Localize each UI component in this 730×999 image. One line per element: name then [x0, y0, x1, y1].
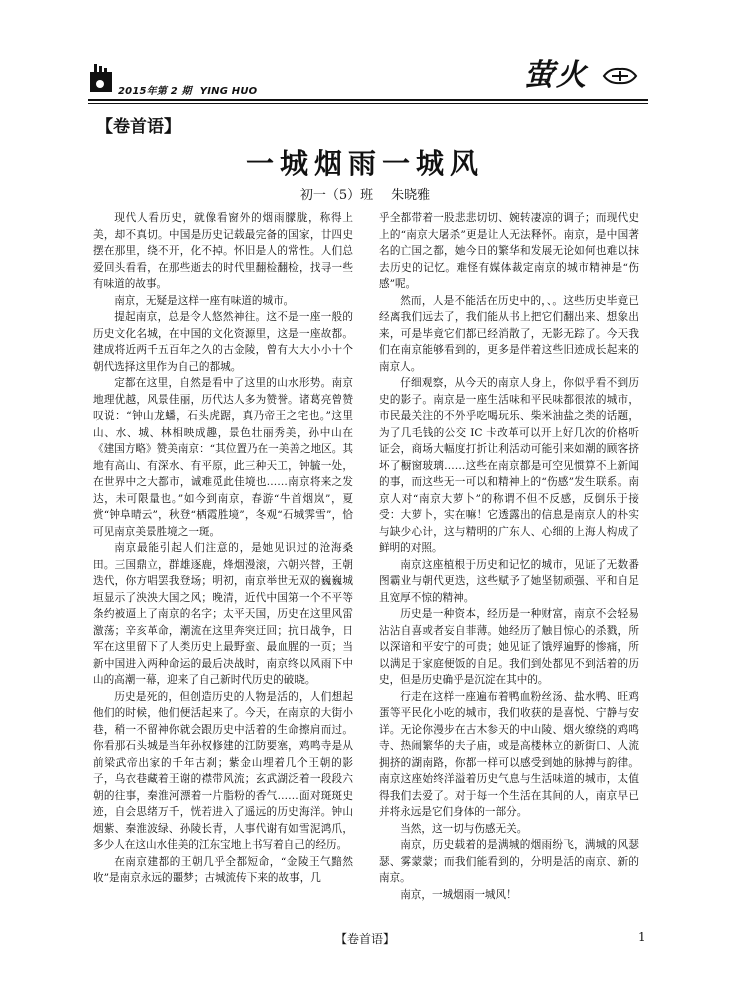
paragraph: 当然，这一切与伤感无关。 — [400, 822, 528, 835]
magazine-brand — [520, 56, 650, 96]
issue-number: 2015年第 2 期 — [118, 86, 192, 97]
section-label: 【卷首语】 — [96, 117, 181, 137]
brand-logo-text: 萤火 — [524, 58, 588, 93]
article-title: 一城烟雨一城风 — [245, 147, 484, 180]
article-column-left — [93, 210, 353, 887]
paragraph: 然而，人是不能活在历史中的，、。这些历史毕竟已经离我们远去了，我们能从书上把它们翻出来、想象出来，可是毕竟它们都已经消散了，无影无踪了。今天我们在南京能够看到的，更多是伴着这些旧迹成长起来的南京人。 — [379, 294, 639, 373]
issue-info — [118, 82, 257, 97]
paragraph: 南京最能引起人们注意的，是她见识过的沧海桑田。三国鼎立，群雄逐鹿，烽烟漫滚，六朝兴替，王朝迭代，你方唱罢我登场；明初，南京举世无双的巍巍城垣显示了泱泱大国之风；晚清，近代中国第一个不平等条约被逼上了南京的名字；太平天国，历史在这里风雷激荡；辛亥革命，潮流在这里奔突迂回；抗日战争，日军在这里留下了人类历史上最野蛮、最血腥的一页；当新中国进入两种命运的最后决战时，南京终以风雨下中山的高潮一幕，迎来了自己新时代历史的破晓。 — [93, 542, 353, 686]
paragraph: 南京这座植根于历史和记忆的城市，见证了无数番图霸业与朝代更迭，这些赋予了她坚韧顽强、平和自足且宽厚不惊的精神。 — [379, 558, 639, 604]
paragraph: 南京，无疑是这样一座有味道的城市。 — [114, 294, 295, 307]
paragraph: 现代人看历史，就像看窗外的烟雨朦胧，称得上美，却不真切。中国是历史记载最完备的国家，廿四史摆在那里，绕不开，化不掉。怀旧是人的常性。人们总爱回头看看，在那些逝去的时代里翻检翻检，找寻一些有味道的故事。 — [93, 212, 353, 290]
paragraph: 历史是死的，但创造历史的人物是活的，人们想起他们的时候，他们便活起来了。今天，在南京的大街小巷，稍一不留神你就会跟历史中活着的生命擦肩而过。你看那石头城是当年孙权修建的江防要塞，鸡鸣寺是从前梁武帝出家的千年古刹；紫金山埋着几个王朝的影子，乌衣巷藏着王谢的襟带风流；玄武湖泛着一段段六朝的往事，秦淮河漂着一片脂粉的香气……面对斑斑史迹，自会思绪万千，恍若进入了遥远的历史海洋。钟山烟紫、秦淮波绿、孙陵长青，人事代谢有如雪泥鸿爪，多少人在这山水佳美的江东宝地上书写着自己的经历。 — [93, 690, 353, 851]
paragraph: 南京，历史载着的是满城的烟雨纷飞，满城的风瑟瑟、雾蒙蒙；而我们能看到的，分明是活的南京、新的南京。 — [379, 839, 639, 884]
paragraph: 提起南京，总是令人悠然神往。这不是一座一般的历史文化名城，在中国的文化资源里，这是一座故都。建成将近两千五百年之久的古金陵，曾有大大小小十个朝代选择这里作为自己的都城。 — [93, 311, 353, 373]
footer-section-label: 【卷首语】 — [334, 932, 395, 946]
paragraph: 南京，一城烟雨一城风！ — [400, 888, 517, 901]
paragraph: 在南京建都的王朝几乎全都短命，“金陵王气黯然收”是南京永远的噩梦；古城流传下来的故事，几 — [93, 855, 353, 884]
paragraph: 定都在这里，自然是看中了这里的山水形势。南京地理优越，风景佳丽，历代达人多为赞誉。诸葛亮曾赞叹说：“钟山龙蟠，石头虎踞，真乃帝王之宅也。”这里山、水、城、林相映成趣，景色壮丽秀美，孙中山在《建国方略》赞美南京：“其位置乃在一美善之地区。其地有高山、有深水、有平原，此三种天工，钟毓一处，在世界中之大都市，诚难觅此佳境也……南京将来之发达，未可限量也。”如今到南京，春游“牛首烟岚”，夏赏“钟阜晴云”，秋登“栖霞胜境”，冬观“石城霁雪”，恰可见南京美景胜境之一斑。 — [93, 377, 353, 538]
header-rule-thin — [88, 103, 648, 104]
paragraph: 历史是一种资本，经历是一种财富，南京不会轻易沾沾自喜或者妄自菲薄。她经历了触目惊心的杀戮，所以深谙和平安宁的可贵；她见证了饿殍遍野的惨痛，所以满足于家庭便饭的自足。我们到处都见不到活着的历史，但是历史确乎是沉淀在其中的。 — [379, 608, 639, 686]
magazine-logo-icon — [88, 64, 114, 94]
author-class: 初一（5）班 — [299, 188, 374, 203]
author-name: 朱晓雅 — [391, 188, 431, 203]
page-number: 1 — [638, 930, 646, 944]
paragraph: 行走在这样一座遍布着鸭血粉丝汤、盐水鸭、旺鸡蛋等平民化小吃的城市，我们收获的是喜悦、宁静与安详。无论你漫步在古木参天的中山陵、烟火缭绕的鸡鸣寺、热闹繁华的夫子庙，或是高楼林立的新街口、人流拥挤的湖南路，你都一样可以感受到她的脉搏与韵律。南京这座始终洋溢着历史气息与生活味道的城市，太值得我们去爱了。对于每一个生活在其间的人，南京早已并将永远是它们身体的一部分。 — [379, 690, 639, 818]
byline — [0, 184, 730, 203]
brand-emblem-icon — [602, 66, 638, 86]
paragraph-continued: 乎全都带着一股悲悲切切、婉转凄凉的调子；而现代史上的“南京大屠杀”更是让人无法释怀。南京，是中国著名的亡国之都，她今日的繁华和发展无论如何也难以抹去历史的记忆。难怪有媒体裁定南京的城市精神是“伤感”呢。 — [379, 212, 639, 290]
header-rule — [88, 99, 648, 101]
publication-pinyin: YING HUO — [199, 86, 258, 97]
paragraph: 仔细观察，从今天的南京人身上，你似乎看不到历史的影子。南京是一座生活味和平民味都很浓的城市，市民最关注的不外乎吃喝玩乐、柴米油盐之类的话题，为了几毛钱的公交 IC 卡改革可以开上好几次的价格听证会，商场大幅度打折让利活动可能引来如潮的顾客挤坏了橱窗玻璃……这些在南京都是可空见惯算不上新闻的事，而这些无一可以和精神上的“伤感”发生联系。南京人对“南京大萝卜”的称谓不但不反感，反倒乐于接受：大萝卜，实在嘛！它透露出的信息是南京人的朴实与缺少心计，这与精明的广东人、心细的上海人构成了鲜明的对照。 — [379, 377, 639, 554]
article-column-right — [379, 210, 639, 903]
